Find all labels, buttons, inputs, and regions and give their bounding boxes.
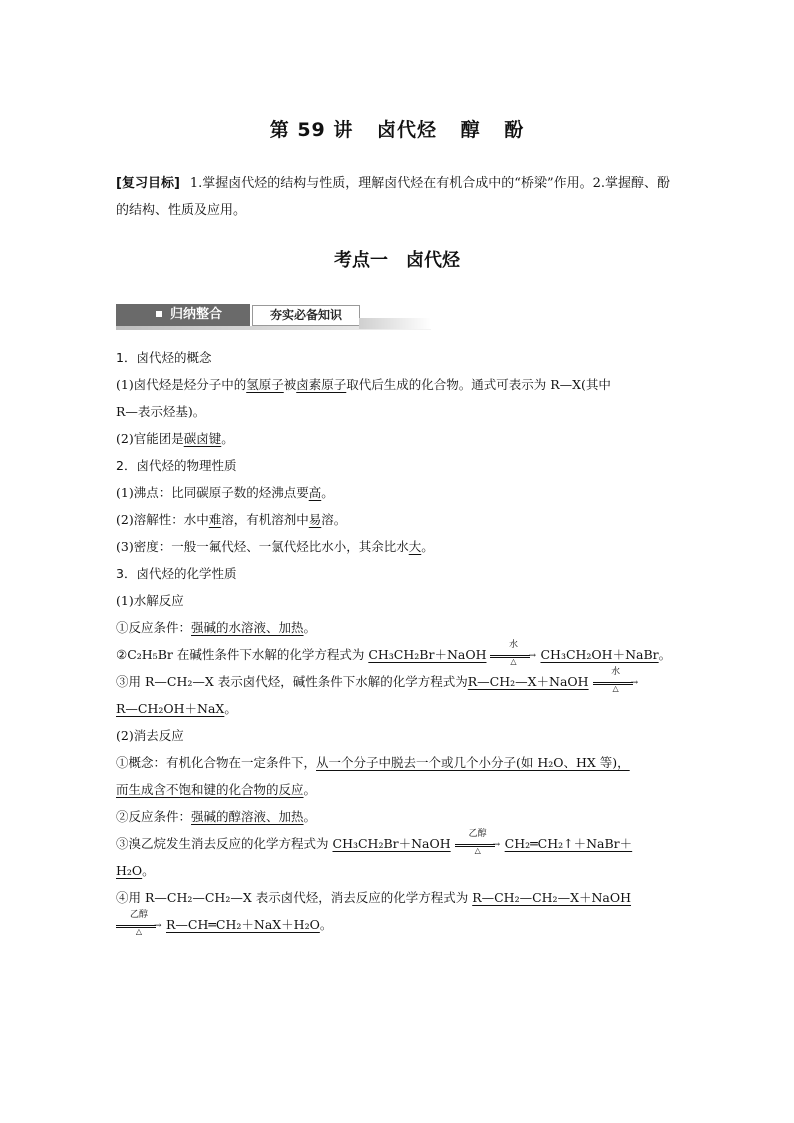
lecture-title xyxy=(0,115,794,142)
answer-blank: R—CH₂—CH₂—X＋NaOH xyxy=(472,890,632,905)
answer-blank: 强碱的醇溶液、加热 xyxy=(191,809,304,824)
section-title xyxy=(0,246,794,272)
paragraph-elimination-concept: ①概念：有机化合物在一定条件下，从一个分子中脱去一个或几个小分子(如 H₂O、HX 等)， xyxy=(116,755,630,770)
heading-concept: 1．卤代烃的概念 xyxy=(116,350,212,365)
objectives-text: 1.掌握卤代烃的结构与性质，理解卤代烃在有机合成中的“桥梁”作用。2.掌握醇、酚的结构、性质及应用。 xyxy=(116,176,670,218)
heading-physical: 2．卤代烃的物理性质 xyxy=(116,458,237,473)
reaction-arrow-icon: 乙醇 → △ xyxy=(116,919,162,933)
title-topic-2: 醇 xyxy=(460,119,481,141)
answer-blank: H₂O xyxy=(116,863,143,878)
answer-blank: CH₃CH₂Br＋NaOH xyxy=(368,647,487,662)
banner-dark-label: 归纳整合 xyxy=(170,307,223,322)
paragraph-hydrolysis: (1)水解反应 xyxy=(116,593,184,608)
answer-blank: R—CH═CH₂＋NaX＋H₂O xyxy=(166,917,320,932)
equation-general-hydrolysis-cont: R—CH₂OH＋NaX。 xyxy=(116,701,237,716)
paragraph-elimination-concept-cont: 而生成含不饱和键的化合物的反应。 xyxy=(116,782,317,797)
paragraph-solubility: (2)溶解性：水中难溶，有机溶剂中易溶。 xyxy=(116,512,347,527)
paragraph-concept-1b: R—表示烃基)。 xyxy=(116,404,206,419)
answer-blank: 高 xyxy=(308,485,322,500)
equation-general-elimination: ④用 R—CH₂—CH₂—X 表示卤代烃，消去反应的化学方程式为 R—CH₂—CH₂—X＋NaOH xyxy=(116,890,632,905)
answer-blank: 强碱的水溶液、加热 xyxy=(191,620,304,635)
section-name: 卤代烃 xyxy=(406,250,460,271)
answer-blank: 易 xyxy=(308,512,322,527)
answer-blank: CH₂═CH₂↑＋NaBr＋ xyxy=(504,836,633,851)
paragraph-concept-1: (1)卤代烃是烃分子中的氢原子被卤素原子取代后生成的化合物。通式可表示为 R—X(其中 xyxy=(116,377,611,392)
paragraph-hydrolysis-conditions: ①反应条件：强碱的水溶液、加热。 xyxy=(116,620,317,635)
answer-blank: 碳卤键 xyxy=(183,431,222,446)
review-objectives xyxy=(116,170,678,224)
banner-gradient xyxy=(359,318,431,329)
heading-chemical: 3．卤代烃的化学性质 xyxy=(116,566,237,581)
paragraph-elimination: (2)消去反应 xyxy=(116,728,184,743)
equation-ethyl-bromide-hydrolysis: ②C₂H₅Br 在碱性条件下水解的化学方程式为 CH₃CH₂Br＋NaOH 水 → △ CH₃CH₂OH＋NaBr。 xyxy=(116,639,672,666)
title-topic-3: 酚 xyxy=(504,119,525,141)
answer-blank: 从一个分子中脱去一个或几个小分子(如 H₂O、HX 等)， xyxy=(316,755,630,770)
section-label: 考点一 xyxy=(334,250,388,271)
banner-dark-tab xyxy=(116,304,250,326)
reaction-arrow-icon: 水 → △ xyxy=(593,676,639,690)
answer-blank: R—CH₂OH＋NaX xyxy=(116,701,225,716)
answer-blank: CH₃CH₂Br＋NaOH xyxy=(332,836,451,851)
answer-blank: R—CH₂—X＋NaOH xyxy=(467,674,589,689)
answer-blank: CH₃CH₂OH＋NaBr xyxy=(540,647,659,662)
equation-general-elimination-cont: 乙醇 → △ R—CH═CH₂＋NaX＋H₂O。 xyxy=(116,911,682,938)
answer-blank: 氢原子 xyxy=(246,377,284,392)
equation-general-hydrolysis: ③用 R—CH₂—X 表示卤代烃，碱性条件下水解的化学方程式为R—CH₂—X＋NaOH 水 → △ xyxy=(116,666,639,693)
answer-blank: 而生成含不饱和键的化合物的反应 xyxy=(116,782,304,797)
reaction-arrow-icon: 乙醇 → △ xyxy=(455,838,501,852)
banner-light-tab: 夯实必备知识 xyxy=(252,305,360,326)
reaction-arrow-icon: 水 → △ xyxy=(490,649,536,663)
paragraph-functional-group: (2)官能团是碳卤键。 xyxy=(116,431,234,446)
answer-blank: 卤素原子 xyxy=(296,377,347,392)
square-bullet-icon xyxy=(156,311,162,317)
content-body xyxy=(116,344,682,938)
answer-blank: 大 xyxy=(408,539,422,554)
paragraph-boiling-point: (1)沸点：比同碳原子数的烃沸点要高。 xyxy=(116,485,334,500)
section-banner xyxy=(116,304,431,328)
equation-ethyl-bromide-elimination-cont: H₂O。 xyxy=(116,863,155,878)
paragraph-elimination-conditions: ②反应条件：强碱的醇溶液、加热。 xyxy=(116,809,317,824)
answer-blank: 难 xyxy=(208,512,222,527)
paragraph-density: (3)密度：一般一氟代烃、一氯代烃比水小，其余比水大。 xyxy=(116,539,434,554)
equation-ethyl-bromide-elimination: ③溴乙烷发生消去反应的化学方程式为 CH₃CH₂Br＋NaOH 乙醇 → △ CH₂═CH₂↑＋NaBr＋ xyxy=(116,828,633,855)
lecture-number: 第 59 讲 xyxy=(269,119,354,141)
objectives-tag: [复习目标] xyxy=(116,176,180,191)
title-topic-1: 卤代烃 xyxy=(377,119,438,141)
